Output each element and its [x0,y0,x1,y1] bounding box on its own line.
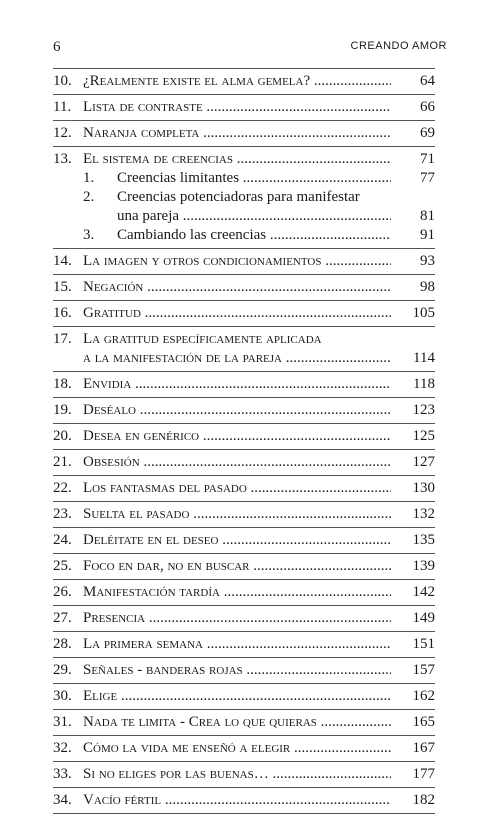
toc-entry-title: La primera semana ..... [83,635,391,654]
toc-entry-title: Vacío fértil ..... [83,791,391,810]
toc-entry-number: 24. [53,532,72,548]
toc-entry-number: 13. [53,151,72,167]
toc-entry [53,449,435,475]
toc-entry-number: 16. [53,305,72,321]
toc-entry-page: 98 [420,279,435,295]
toc-entry [53,735,435,761]
toc-entry-number: 23. [53,506,72,522]
toc-entry-number: 33. [53,766,72,782]
toc-entry-title: Si no eliges por las buenas… ..... [83,765,391,784]
page-number: 6 [53,39,61,55]
toc-entry-page: 125 [412,428,435,444]
toc-subentry-number: 3. [83,227,95,243]
toc-entry-page: 114 [413,350,435,366]
toc-entry-page: 123 [412,402,435,418]
toc-entry-number: 20. [53,428,72,444]
toc-entry [53,326,435,371]
table-of-contents [53,68,435,814]
toc-entry-page: 165 [412,714,435,730]
toc-entry-number: 26. [53,584,72,600]
toc-entry-number: 19. [53,402,72,418]
toc-entry [53,248,435,274]
toc-entry-title: Suelta el pasado ..... [83,505,391,524]
toc-entry-title: Cómo la vida me enseñó a elegir ..... [83,739,391,758]
toc-subentry-number: 2. [83,189,95,205]
toc-entry-page: 71 [420,151,435,167]
toc-subentry-page: 91 [420,227,435,243]
toc-entry [53,423,435,449]
toc-entry-title: Manifestación tardía ..... [83,583,391,602]
toc-entry-page: 139 [412,558,435,574]
toc-entry [53,605,435,631]
toc-entry [53,371,435,397]
toc-entry-number: 17. [53,331,72,347]
toc-entry [53,527,435,553]
toc-entry-page: 69 [420,125,435,141]
toc-entry [53,146,435,248]
toc-entry-number: 11. [53,99,72,115]
toc-entry-number: 29. [53,662,72,678]
toc-entry-page: 167 [412,740,435,756]
toc-entry-page: 127 [412,454,435,470]
toc-entry [53,120,435,146]
toc-entry-title: Elige ..... [83,687,391,706]
toc-subentry-title: una pareja ..... [117,207,391,226]
toc-entry-number: 28. [53,636,72,652]
toc-entry [53,683,435,709]
toc-entry-page: 105 [412,305,435,321]
toc-entry-number: 10. [53,73,72,89]
toc-subentry-page: 77 [420,170,435,186]
toc-entry-page: 149 [412,610,435,626]
toc-entry-title: a la manifestación de la pareja ..... [83,349,391,368]
toc-entry-page: 182 [412,792,435,808]
toc-entry-page: 162 [412,688,435,704]
toc-entry-number: 14. [53,253,72,269]
toc-entry-number: 25. [53,558,72,574]
toc-entry-page: 64 [420,73,435,89]
toc-entry [53,631,435,657]
toc-entry-title: Deséalo ..... [83,401,391,420]
toc-entry [53,787,435,814]
toc-entry [53,579,435,605]
toc-entry-number: 27. [53,610,72,626]
toc-entry-title: Negación ..... [83,278,391,297]
toc-entry [53,300,435,326]
toc-entry-page: 93 [420,253,435,269]
toc-entry-title: Desea en genérico ..... [83,427,391,446]
toc-entry-number: 32. [53,740,72,756]
toc-entry-page: 135 [412,532,435,548]
toc-entry-page: 151 [412,636,435,652]
toc-entry-title: Naranja completa ..... [83,124,391,143]
toc-entry-number: 18. [53,376,72,392]
toc-subentry-title: Creencias limitantes ..... [117,169,391,188]
toc-entry-number: 15. [53,279,72,295]
toc-entry-title: Los fantasmas del pasado ..... [83,479,391,498]
toc-entry [53,553,435,579]
toc-subentry-title-line1: Creencias potenciadoras para manifestar [117,189,360,205]
toc-entry [53,501,435,527]
toc-entry-title: El sistema de creencias ..... [83,150,391,169]
toc-entry-page: 142 [412,584,435,600]
toc-entry-number: 22. [53,480,72,496]
toc-entry-title: Gratitud ..... [83,304,391,323]
running-head: CREANDO AMOR [350,40,447,52]
toc-entry-page: 118 [413,376,435,392]
toc-entry-title: Obsesión ..... [83,453,391,472]
toc-entry-page: 177 [412,766,435,782]
toc-entry [53,68,435,94]
toc-entry-title: Deléitate en el deseo ..... [83,531,391,550]
toc-entry-title: Envidia ..... [83,375,391,394]
toc-entry-title: Presencia ..... [83,609,391,628]
toc-subentry-number: 1. [83,170,95,186]
toc-entry [53,94,435,120]
toc-entry-number: 30. [53,688,72,704]
toc-entry [53,274,435,300]
toc-entry [53,475,435,501]
toc-entry-title: Lista de contraste ..... [83,98,391,117]
toc-entry [53,397,435,423]
toc-entry-page: 130 [412,480,435,496]
toc-entry-title: Nada te limita - Crea lo que quieras ..... [83,713,391,732]
toc-entry-title: La imagen y otros condicionamientos ..... [83,252,391,271]
toc-entry-title-line1: La gratitud específicamente aplicada [83,331,322,347]
toc-entry [53,657,435,683]
toc-entry-title: ¿Realmente existe el alma gemela? ..... [83,72,391,91]
toc-entry-page: 66 [420,99,435,115]
toc-subentry-title: Cambiando las creencias ..... [117,226,391,245]
toc-entry-number: 12. [53,125,72,141]
toc-entry-page: 132 [412,506,435,522]
toc-entry-number: 21. [53,454,72,470]
toc-subentry-page: 81 [420,208,435,224]
toc-entry [53,709,435,735]
toc-entry [53,761,435,787]
toc-entry-number: 34. [53,792,72,808]
toc-entry-page: 157 [412,662,435,678]
toc-entry-number: 31. [53,714,72,730]
toc-entry-title: Señales - banderas rojas ..... [83,661,391,680]
toc-entry-title: Foco en dar, no en buscar ..... [83,557,391,576]
